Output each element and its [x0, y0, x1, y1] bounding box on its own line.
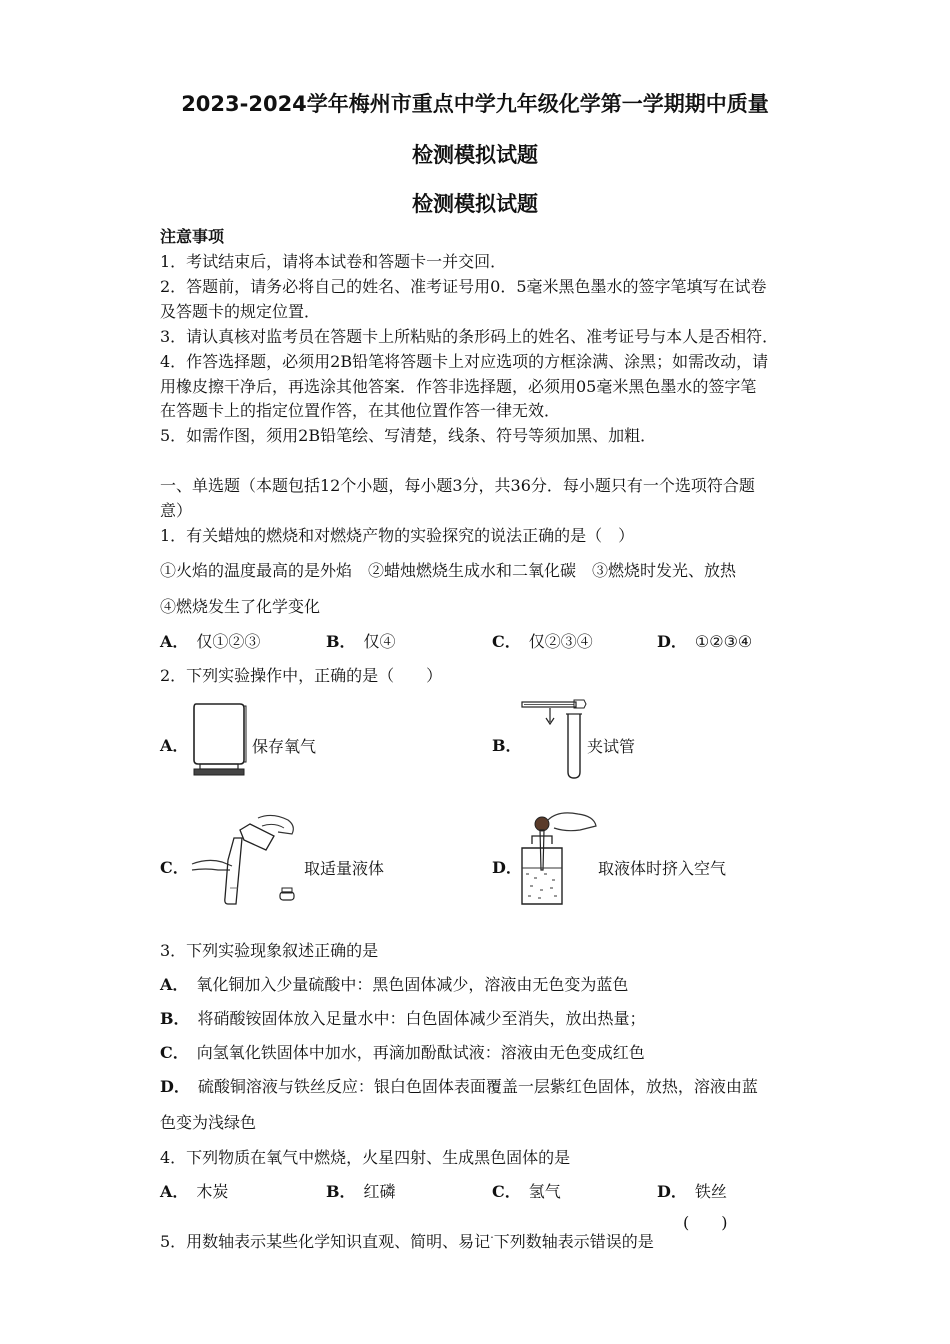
option-letter: A．: [160, 632, 189, 651]
q5-stem-tail: 下列数轴表示错误的是: [493, 1232, 654, 1251]
q3-option-c[interactable]: [160, 1043, 645, 1063]
option-text: 氢气: [528, 1182, 561, 1201]
q4-option-b[interactable]: [326, 1182, 396, 1202]
notice-line: 用橡皮擦干净后，再选涂其他答案．作答非选择题，必须用05毫米黑色墨水的签字笔: [160, 377, 757, 396]
q4-option-c[interactable]: [492, 1182, 561, 1202]
q3-option-d[interactable]: [160, 1077, 758, 1097]
option-text: 仅①②③: [196, 632, 261, 651]
option-text: 仅②③④: [528, 632, 593, 651]
q2-stem: 2．下列实验操作中，正确的是（ ）: [160, 666, 443, 685]
option-letter: A．: [160, 975, 189, 994]
q2-option-b-label: 夹试管: [587, 737, 636, 756]
option-letter: B．: [326, 1182, 356, 1201]
q3-option-d-continued: 色变为浅绿色: [160, 1113, 257, 1132]
option-letter: C．: [160, 858, 189, 877]
title-line-3: 检测模拟试题: [412, 192, 538, 216]
q4-stem: 4．下列物质在氧气中燃烧，火星四射、生成黑色固体的是: [160, 1148, 571, 1167]
option-letter: B．: [492, 736, 522, 755]
q1-option-b[interactable]: [326, 632, 396, 652]
q1-option-a[interactable]: [160, 632, 260, 652]
option-text: ①②③④: [694, 632, 753, 651]
test-tube-holder-figure: [518, 696, 588, 778]
q4-option-d[interactable]: [657, 1182, 727, 1202]
notice-line: 1．考试结束后，请将本试卷和答题卡一并交回．: [160, 252, 507, 271]
q1-items-line-2: ④燃烧发生了化学变化: [160, 597, 321, 616]
title-line-2: 检测模拟试题: [412, 143, 538, 167]
option-letter: A．: [160, 736, 189, 755]
q1-option-d[interactable]: [657, 632, 752, 652]
q5-stem-text: 5．用数轴表示某些化学知识直观、简明、易记: [160, 1232, 491, 1251]
option-letter: C．: [492, 1182, 521, 1201]
section-heading-line-1: 一、单选题（本题包括12个小题，每小题3分，共36分．每小题只有一个选项符合题: [160, 476, 755, 495]
q1-items-line-1: ①火焰的温度最高的是外焰 ②蜡烛燃烧生成水和二氧化碳 ③燃烧时发光、放热: [160, 561, 737, 580]
gas-jar-figure: [188, 700, 250, 778]
option-letter: A．: [160, 1182, 189, 1201]
option-text: 将硝酸铵固体放入足量水中：白色固体减少至消失，放出热量；: [197, 1009, 646, 1028]
notice-line: 在答题卡上的指定位置作答，在其他位置作答一律无效．: [160, 401, 561, 420]
pouring-liquid-figure: [188, 808, 300, 908]
q2-option-c-label: 取适量液体: [304, 859, 385, 878]
option-letter: B．: [160, 1009, 190, 1028]
notice-line: 2．答题前，请务必将自己的姓名、准考证号用0．5毫米黑色墨水的签字笔填写在试卷: [160, 277, 767, 296]
q5-dot: ·: [490, 1231, 494, 1244]
option-text: 硫酸铜溶液与铁丝反应：银白色固体表面覆盖一层紫红色固体，放热，溶液由蓝: [197, 1077, 758, 1096]
dropper-bottle-figure: [518, 808, 600, 908]
option-text: 氧化铜加入少量硫酸中：黑色固体减少，溶液由无色变为蓝色: [196, 975, 629, 994]
option-text: 木炭: [196, 1182, 229, 1201]
q5-stem: [160, 1228, 654, 1252]
option-text: 铁丝: [694, 1182, 727, 1201]
option-letter: D．: [657, 632, 687, 651]
q2-option-a-label: 保存氧气: [252, 737, 317, 756]
q1-option-c[interactable]: [492, 632, 593, 652]
option-letter: C．: [492, 632, 521, 651]
option-letter: D．: [492, 858, 522, 877]
notice-heading: 注意事项: [160, 227, 225, 246]
q3-stem: 3．下列实验现象叙述正确的是: [160, 941, 379, 960]
option-text: 向氢氧化铁固体中加水，再滴加酚酞试液：溶液由无色变成红色: [196, 1043, 645, 1062]
q1-stem: 1．有关蜡烛的燃烧和对燃烧产物的实验探究的说法正确的是（ ）: [160, 526, 635, 545]
notice-line: 5．如需作图，须用2B铅笔绘、写清楚，线条、符号等须加黑、加粗．: [160, 426, 657, 445]
title-line-1: 2023-2024学年梅州市重点中学九年级化学第一学期期中质量: [181, 92, 769, 116]
option-letter: B．: [326, 632, 356, 651]
q3-option-a[interactable]: [160, 975, 628, 995]
notice-line: 及答题卡的规定位置．: [160, 302, 321, 321]
option-text: 红磷: [363, 1182, 396, 1201]
q3-option-b[interactable]: [160, 1009, 646, 1029]
option-letter: D．: [160, 1077, 190, 1096]
notice-line: 3．请认真核对监考员在答题卡上所粘贴的条形码上的姓名、准考证号与本人是否相符．: [160, 327, 779, 346]
option-letter: C．: [160, 1043, 189, 1062]
option-letter: D．: [657, 1182, 687, 1201]
q5-answer-bracket: ( ): [683, 1213, 728, 1232]
q4-option-a[interactable]: [160, 1182, 228, 1202]
notice-line: 4．作答选择题，必须用2B铅笔将答题卡上对应选项的方框涂满、涂黑；如需改动，请: [160, 352, 769, 371]
section-heading-line-2: 意）: [160, 501, 193, 520]
option-text: 仅④: [363, 632, 396, 651]
q2-option-d-label: 取液体时挤入空气: [598, 859, 727, 878]
